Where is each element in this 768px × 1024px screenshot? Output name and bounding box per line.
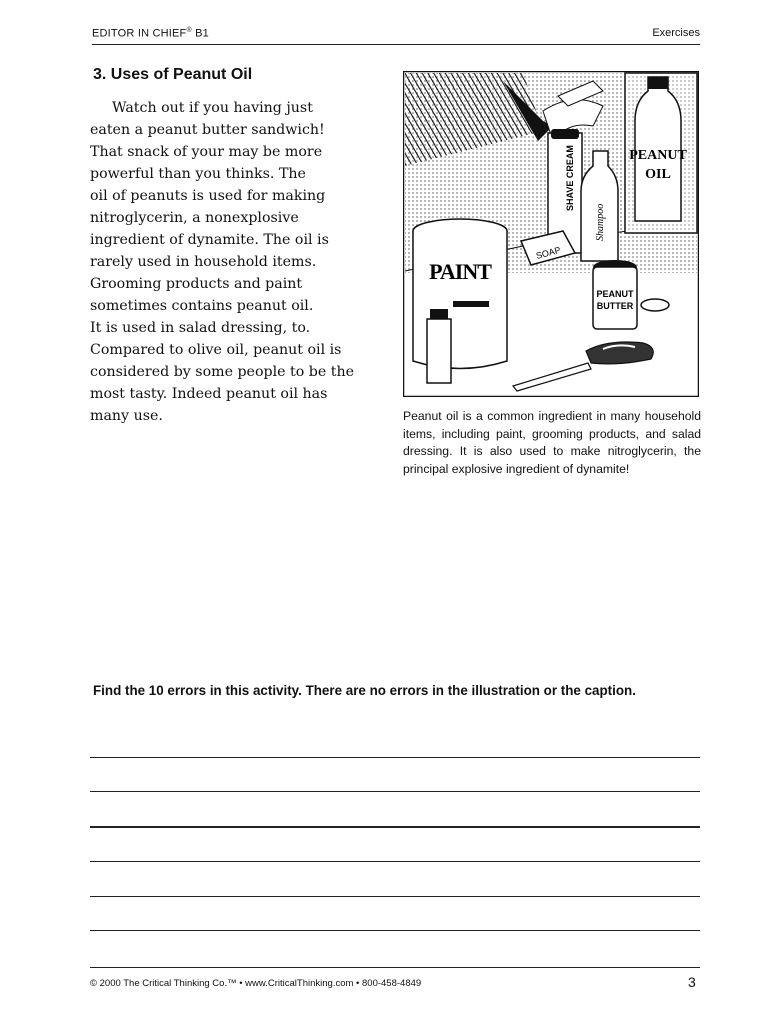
text-line: sometimes contains peanut oil. <box>90 298 314 314</box>
answer-line[interactable] <box>90 757 700 758</box>
jar-label: PEANUT <box>596 289 634 299</box>
paint-label: PAINT <box>429 259 491 284</box>
section-title: 3. Uses of Peanut Oil <box>93 66 253 83</box>
text-line: powerful than you thinks. The <box>90 166 306 182</box>
text-line: considered by some people to be the <box>90 364 354 380</box>
text-line: nitroglycerin, a nonexplosive <box>90 210 299 226</box>
footer-rule <box>90 967 700 968</box>
copyright-footer: © 2000 The Critical Thinking Co.™ • www.CriticalThinking.com • 800-458-4849 <box>90 978 422 989</box>
jar-label: BUTTER <box>596 301 634 311</box>
answer-line[interactable] <box>90 861 700 862</box>
illustration-caption: Peanut oil is a common ingredient in many household items, including paint, grooming products, and salad dressing. It is also used to make nitroglycerin, the principal explosive ingredient of dynamite! <box>403 409 701 476</box>
answer-line[interactable] <box>90 896 700 897</box>
page-header <box>92 27 700 43</box>
text-line: It is used in salad dressing, to. <box>90 320 311 336</box>
shampoo-label: Shampoo <box>595 203 606 241</box>
section-label: Exercises <box>652 27 700 39</box>
answer-line[interactable] <box>90 791 700 792</box>
text-line: ingredient of dynamite. The oil is <box>90 232 329 248</box>
activity-instruction: Find the 10 errors in this activity. There are no errors in the illustration or the caption. <box>93 683 636 698</box>
answer-line[interactable] <box>90 826 700 828</box>
book-title: EDITOR IN CHIEF® B1 <box>92 27 209 40</box>
bottle-label: PEANUT <box>629 148 687 163</box>
text-line: rarely used in household items. <box>90 254 317 270</box>
text-line: oil of peanuts is used for making <box>90 188 326 204</box>
can-label: SHAVE CREAM <box>565 145 575 211</box>
bottle-label: OIL <box>645 167 671 182</box>
header-rule <box>92 44 700 45</box>
household-items-illustration <box>403 71 699 397</box>
answer-line[interactable] <box>90 930 700 931</box>
text-line: most tasty. Indeed peanut oil has <box>90 386 328 402</box>
activity-text <box>90 97 385 427</box>
text-line: many use. <box>90 408 163 424</box>
page-number: 3 <box>688 974 696 990</box>
text-line: eaten a peanut butter sandwich! <box>90 122 325 138</box>
text-line: Watch out if you having just <box>112 100 313 116</box>
text-line: That snack of your may be more <box>90 144 323 160</box>
text-line: Compared to olive oil, peanut oil is <box>90 342 342 358</box>
text-line: Grooming products and paint <box>90 276 303 292</box>
soap-label: SOAP <box>534 244 562 261</box>
